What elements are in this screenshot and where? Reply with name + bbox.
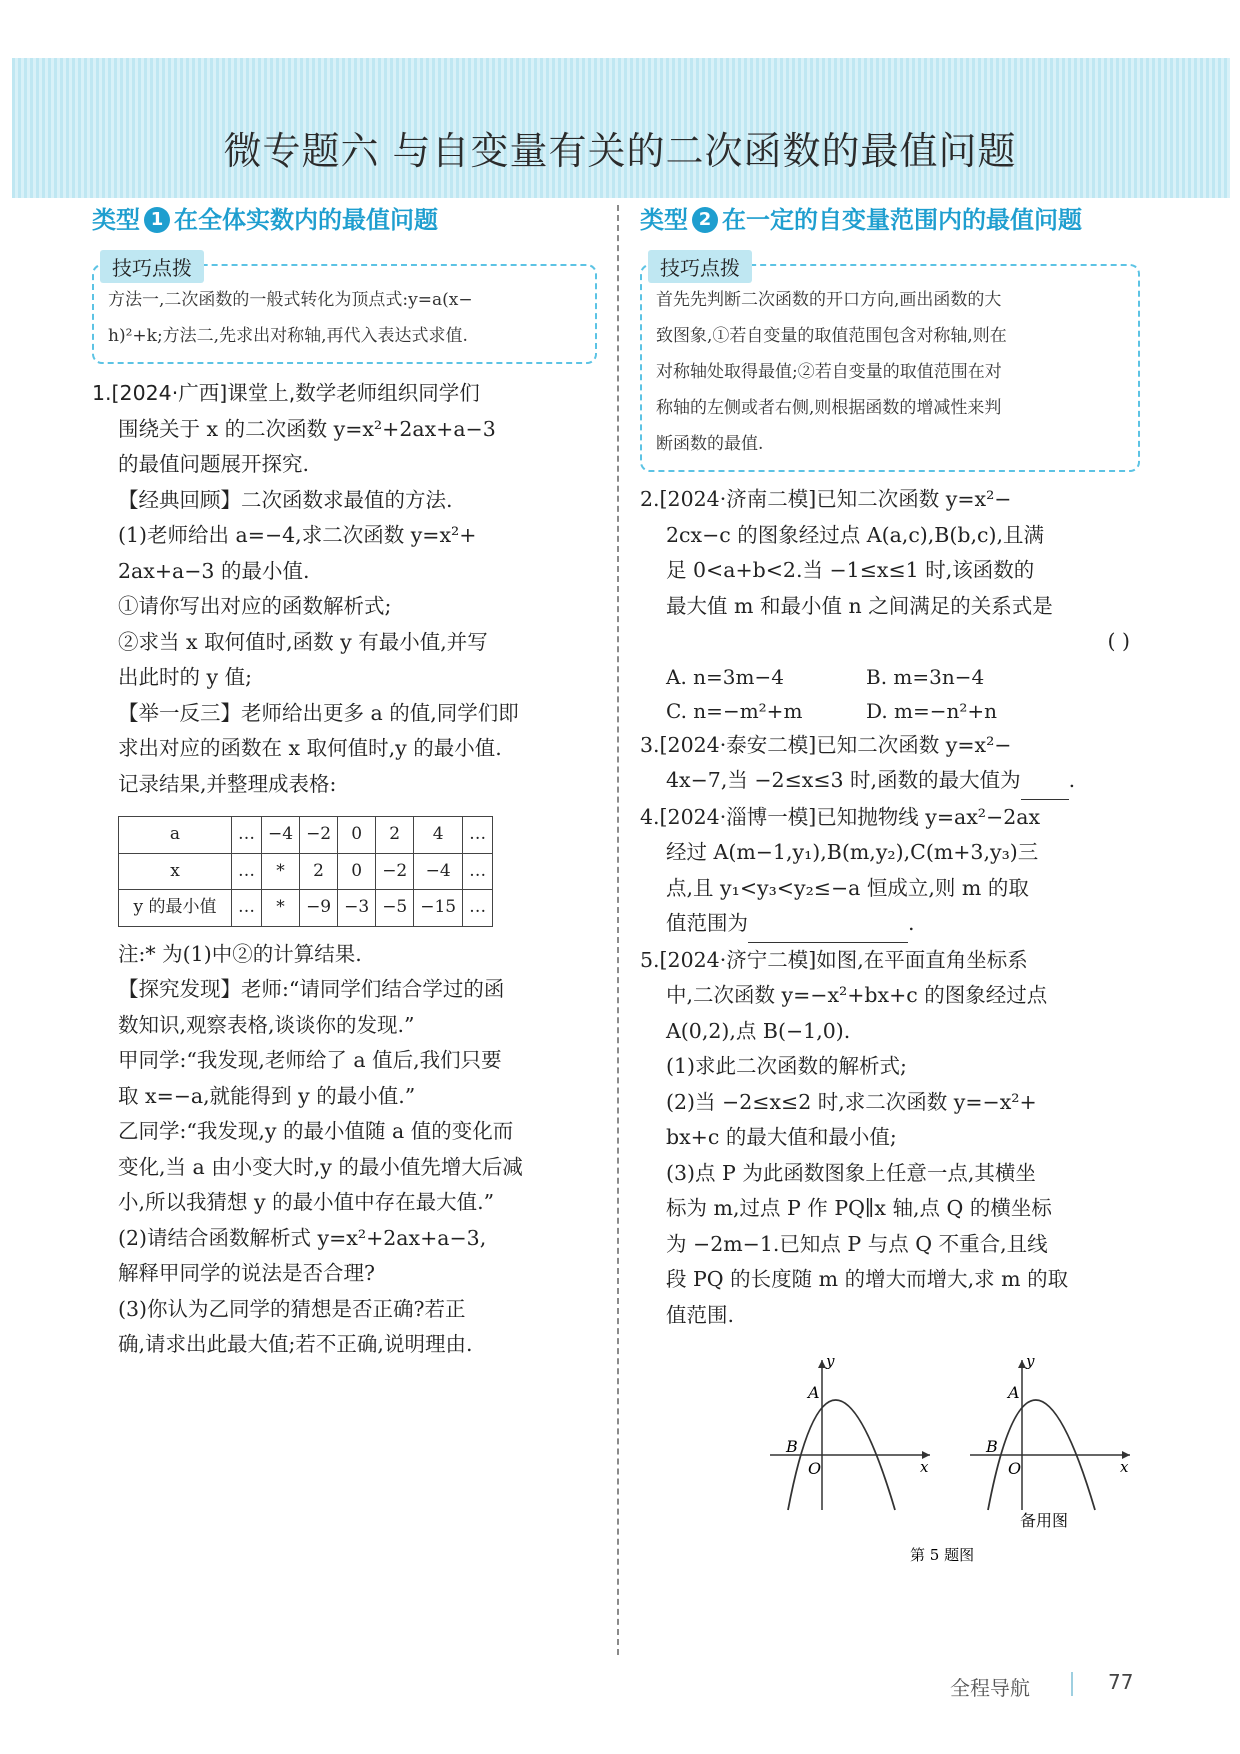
q1-line: 变化,当 a 由小变大时,y 的最小值先增大后减 <box>118 1154 523 1179</box>
table-cell: −5 <box>376 890 414 927</box>
q1-line: 数知识,观察表格,谈谈你的发现.” <box>118 1012 415 1037</box>
type-label: 类型 <box>92 206 140 234</box>
q1-line: 解释甲同学的说法是否合理? <box>118 1261 375 1285</box>
spare-figure-label: 备用图 <box>1020 1511 1069 1530</box>
table-cell: * <box>262 853 300 890</box>
footer-separator <box>1071 1672 1073 1696</box>
table-cell: * <box>262 890 300 927</box>
point-b-label: B <box>786 1437 798 1456</box>
q1-line: 取 x=−a,就能得到 y 的最小值.” <box>118 1083 416 1108</box>
table-cell: 2 <box>300 853 338 890</box>
q2-line: 2cx−c 的图象经过点 A(a,c),B(b,c),且满 <box>666 522 1045 547</box>
q1-line: 【举一反三】老师给出更多 a 的值,同学们即 <box>118 700 519 725</box>
question-5 <box>640 943 1140 1334</box>
page-title: 微专题六 与自变量有关的二次函数的最值问题 <box>223 129 1017 173</box>
table-cell: −2 <box>300 817 338 854</box>
tip-text <box>108 282 581 354</box>
type-1-heading <box>92 200 597 240</box>
q1-line: (3)你认为乙同学的猜想是否正确?若正 <box>118 1296 466 1321</box>
figure-caption: 第 5 题图 <box>910 1546 975 1564</box>
q5-line: bx+c 的最大值和最小值; <box>666 1125 897 1149</box>
q4-line: 值范围为 <box>666 911 748 935</box>
q2-line: 足 0<a+b<2.当 −1≤x≤1 时,该函数的 <box>666 558 1035 582</box>
q5-line: (2)当 −2≤x≤2 时,求二次函数 y=−x²+ <box>666 1089 1037 1114</box>
tip-line: 首先先判断二次函数的开口方向,画出函数的大 <box>656 290 1002 310</box>
q3-line: 4x−7,当 −2≤x≤3 时,函数的最大值为 <box>666 768 1021 792</box>
question-4 <box>640 800 1140 943</box>
y-axis-arrow <box>1018 1360 1026 1368</box>
q5-line: 标为 m,过点 P 作 PQ∥x 轴,点 Q 的横坐标 <box>666 1196 1052 1220</box>
q1-line: (1)老师给出 a=−4,求二次函数 y=x²+ <box>118 523 477 547</box>
q5-line: A(0,2),点 B(−1,0). <box>666 1018 851 1043</box>
q1-line: 求出对应的函数在 x 取何值时,y 的最小值. <box>118 736 502 760</box>
q4-line: 4.[2024·淄博一模]已知抛物线 y=ax²−2ax <box>640 804 1041 829</box>
tip-tag: 技巧点拨 <box>648 250 752 283</box>
q1-line: 乙同学:“我发现,y 的最小值随 a 值的变化而 <box>118 1119 514 1143</box>
table-cell: −4 <box>262 817 300 854</box>
table-cell: … <box>232 817 262 854</box>
q5-line: 值范围. <box>666 1302 735 1327</box>
question-1 <box>92 376 597 1363</box>
tip-line: h)²+k;方法二,先求出对称轴,再代入表达式求值. <box>108 326 468 346</box>
q2-line: 最大值 m 和最小值 n 之间满足的关系式是 <box>666 593 1053 618</box>
tip-box <box>640 256 1140 472</box>
question-3 <box>640 728 1140 800</box>
table-cell: … <box>463 817 493 854</box>
table-cell: −2 <box>376 853 414 890</box>
page-number: 77 <box>1108 1670 1134 1694</box>
footer-text: 全程导航 <box>950 1676 1030 1700</box>
type-number-badge: 1 <box>144 207 170 233</box>
table-cell: 2 <box>376 817 414 854</box>
tip-line: 称轴的左侧或者右侧,则根据函数的增减性来判 <box>656 398 1002 418</box>
q4-line-wrap: 值范围为 . <box>640 906 1140 943</box>
q1-line: 确,请求出此最大值;若不正确,说明理由. <box>118 1332 473 1356</box>
q1-line: ②求当 x 取何值时,函数 y 有最小值,并写 <box>118 629 488 654</box>
point-b-label: B <box>986 1437 998 1456</box>
point-a-label: A <box>808 1383 820 1402</box>
type-number-badge: 2 <box>692 207 718 233</box>
table-cell: −4 <box>414 853 463 890</box>
right-column <box>640 200 1140 1333</box>
q5-line: 为 −2m−1.已知点 P 与点 Q 不重合,且线 <box>666 1231 1048 1256</box>
table-row <box>119 890 493 927</box>
answer-blank <box>748 906 908 943</box>
q5-line: (3)点 P 为此函数图象上任意一点,其横坐 <box>666 1160 1036 1185</box>
tip-line: 断函数的最值. <box>656 434 764 454</box>
q5-figures <box>760 1350 1160 1580</box>
spare-graph <box>970 1352 1130 1530</box>
table-cell: a <box>119 817 232 854</box>
q2-choices <box>640 660 1140 728</box>
table-cell: −3 <box>338 890 376 927</box>
table-cell: … <box>232 853 262 890</box>
q1-line: 甲同学:“我发现,老师给了 a 值后,我们只要 <box>118 1048 502 1072</box>
q4-line: 经过 A(m−1,y₁),B(m,y₂),C(m+3,y₃)三 <box>666 840 1039 864</box>
table-cell: −15 <box>414 890 463 927</box>
table-cell: −9 <box>300 890 338 927</box>
y-axis-label: y <box>1026 1352 1035 1370</box>
tip-line: 致图象,①若自变量的取值范围包含对称轴,则在 <box>656 326 1007 346</box>
y-axis-arrow <box>818 1360 826 1368</box>
choice-c: C. n=−m²+m <box>666 698 803 723</box>
table-cell: 4 <box>414 817 463 854</box>
choice-d: D. m=−n²+n <box>866 698 998 723</box>
choice-b: B. m=3n−4 <box>866 664 985 689</box>
type-title: 在一定的自变量范围内的最值问题 <box>722 206 1082 234</box>
q2-line: 2.[2024·济南二模]已知二次函数 y=x²− <box>640 487 1012 511</box>
q1-line: 记录结果,并整理成表格: <box>118 771 337 796</box>
q3-line: 3.[2024·泰安二模]已知二次函数 y=x²− <box>640 732 1012 757</box>
point-a-label: A <box>1008 1383 1020 1402</box>
table-cell: y 的最小值 <box>119 890 232 927</box>
q3-line-wrap: 4x−7,当 −2≤x≤3 时,函数的最大值为 . <box>640 763 1140 800</box>
tip-line: 方法一,二次函数的一般式转化为顶点式:y=a(x− <box>108 290 473 310</box>
table-cell: x <box>119 853 232 890</box>
q1-line: 【探究发现】老师:“请同学们结合学过的函 <box>118 977 505 1001</box>
table-cell: 0 <box>338 853 376 890</box>
tip-line: 对称轴处取得最值;②若自变量的取值范围在对 <box>656 362 1002 382</box>
table-row <box>119 853 493 890</box>
q5-line: 段 PQ 的长度随 m 的增大而增大,求 m 的取 <box>666 1267 1069 1291</box>
type-2-heading <box>640 200 1140 240</box>
table-cell: 0 <box>338 817 376 854</box>
table-row <box>119 817 493 854</box>
answer-blank <box>1021 763 1069 800</box>
q1-line: 的最值问题展开探究. <box>118 452 310 476</box>
q1-line: (2)请结合函数解析式 y=x²+2ax+a−3, <box>118 1225 487 1250</box>
choice-a: A. n=3m−4 <box>666 664 784 689</box>
type-label: 类型 <box>640 206 688 234</box>
q5-line: 中,二次函数 y=−x²+bx+c 的图象经过点 <box>666 983 1048 1007</box>
table-cell: … <box>232 890 262 927</box>
table-cell: … <box>463 853 493 890</box>
q1-line: 1.[2024·广西]课堂上,数学老师组织同学们 <box>92 381 480 405</box>
question-2 <box>640 482 1140 728</box>
left-column <box>92 200 597 1363</box>
main-graph <box>770 1352 930 1510</box>
q1-line: 2ax+a−3 的最小值. <box>118 558 310 583</box>
column-divider <box>617 205 619 1655</box>
q4-line: 点,且 y₁<y₃<y₂≤−a 恒成立,则 m 的取 <box>666 875 1029 900</box>
q1-line: ①请你写出对应的函数解析式; <box>118 594 392 618</box>
q1-line: 【经典回顾】二次函数求最值的方法. <box>118 487 453 512</box>
q1-line: 小,所以我猜想 y 的最小值中存在最大值.” <box>118 1190 495 1214</box>
x-axis-label: x <box>1120 1458 1129 1476</box>
tip-text <box>656 282 1124 462</box>
origin-label: O <box>808 1459 822 1478</box>
q5-line: 5.[2024·济宁二模]如图,在平面直角坐标系 <box>640 947 1028 972</box>
tip-tag: 技巧点拨 <box>100 250 204 283</box>
result-table <box>118 816 493 927</box>
table-cell: … <box>463 890 493 927</box>
type-title: 在全体实数内的最值问题 <box>174 206 438 234</box>
x-axis-label: x <box>920 1458 929 1476</box>
q1-line: 出此时的 y 值; <box>118 665 253 689</box>
q1-line: 围绕关于 x 的二次函数 y=x²+2ax+a−3 <box>118 416 496 441</box>
tip-box <box>92 256 597 364</box>
q1-line: 注:* 为(1)中②的计算结果. <box>118 941 362 966</box>
y-axis-label: y <box>826 1352 835 1370</box>
q5-line: (1)求此二次函数的解析式; <box>666 1054 907 1078</box>
answer-parentheses: ( ) <box>1107 629 1130 653</box>
origin-label: O <box>1008 1459 1022 1478</box>
